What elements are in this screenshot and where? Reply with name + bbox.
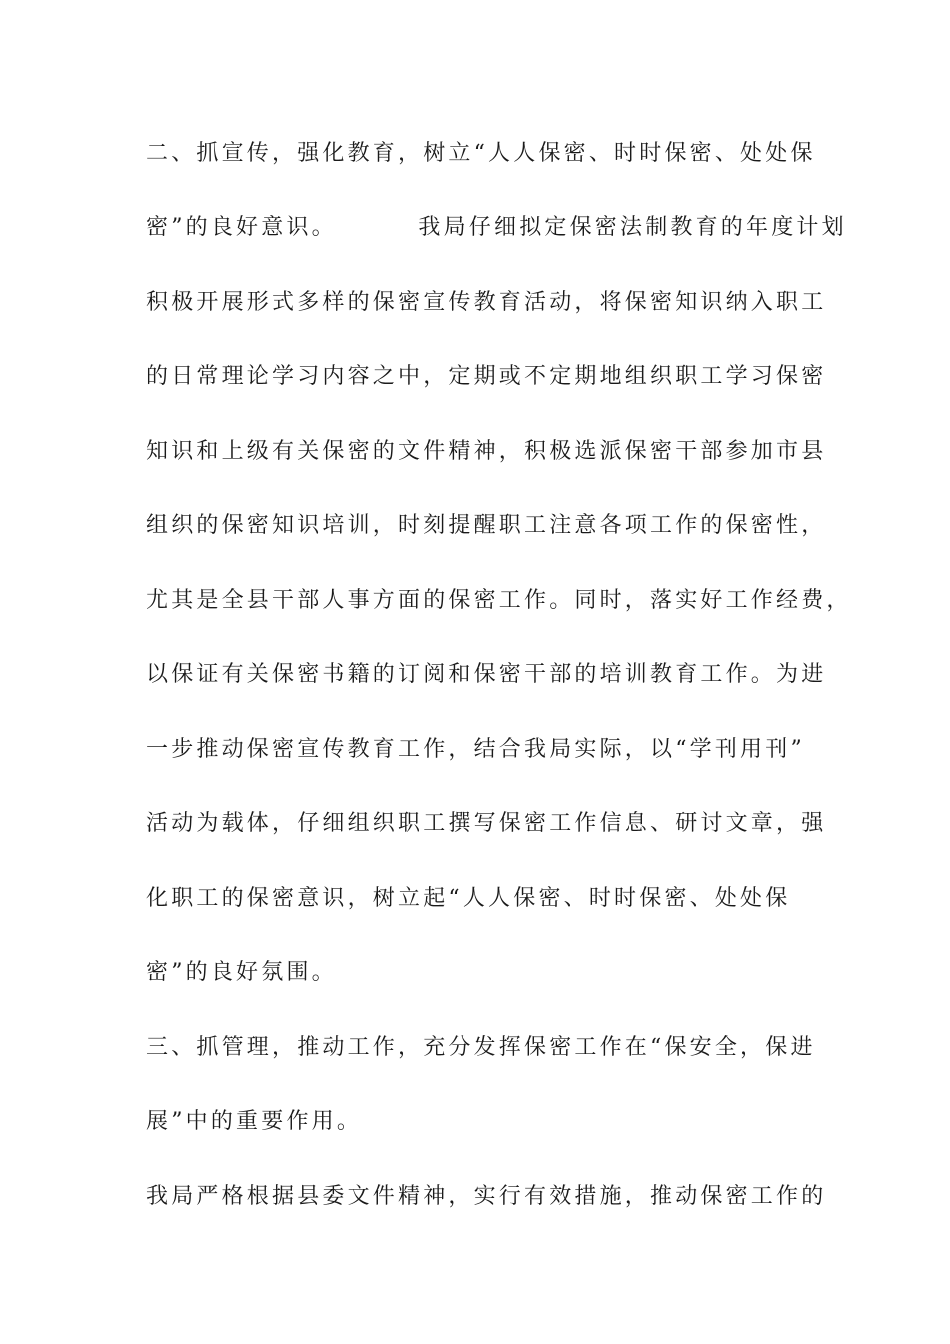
text-line-13: 三、抓管理，推动工作，充分发挥保密工作在“保安全，保进 (146, 1035, 816, 1060)
text-line-12: 密”的良好氛围。 (146, 960, 337, 985)
text-line-5: 知识和上级有关保密的文件精神，积极选派保密干部参加市县 (146, 439, 827, 464)
text-line-1: 二、抓宣传，强化教育，树立“人人保密、时时保密、处处保 (146, 141, 816, 166)
text-line-2: 密”的良好意识。 我局仔细拟定保密法制教育的年度计划 (146, 215, 847, 240)
text-line-7: 尤其是全县干部人事方面的保密工作。同时，落实好工作经费， (146, 588, 852, 613)
text-line-9: 一步推动保密宣传教育工作，结合我局实际，以“学刊用刊” (146, 737, 805, 762)
text-line-6: 组织的保密知识培训，时刻提醒职工注意各项工作的保密性， (146, 513, 827, 538)
text-line-15: 我局严格根据县委文件精神，实行有效措施，推动保密工作的 (146, 1184, 827, 1209)
text-line-3: 积极开展形式多样的保密宣传教育活动，将保密知识纳入职工 (146, 290, 827, 315)
text-line-14: 展”中的重要作用。 (146, 1109, 363, 1134)
text-line-4: 的日常理论学习内容之中，定期或不定期地组织职工学习保密 (146, 364, 827, 389)
text-line-11: 化职工的保密意识，树立起“人人保密、时时保密、处处保 (146, 886, 791, 911)
text-line-8: 以保证有关保密书籍的订阅和保密干部的培训教育工作。为进 (146, 662, 827, 687)
text-line-10: 活动为载体，仔细组织职工撰写保密工作信息、研讨文章，强 (146, 811, 827, 836)
